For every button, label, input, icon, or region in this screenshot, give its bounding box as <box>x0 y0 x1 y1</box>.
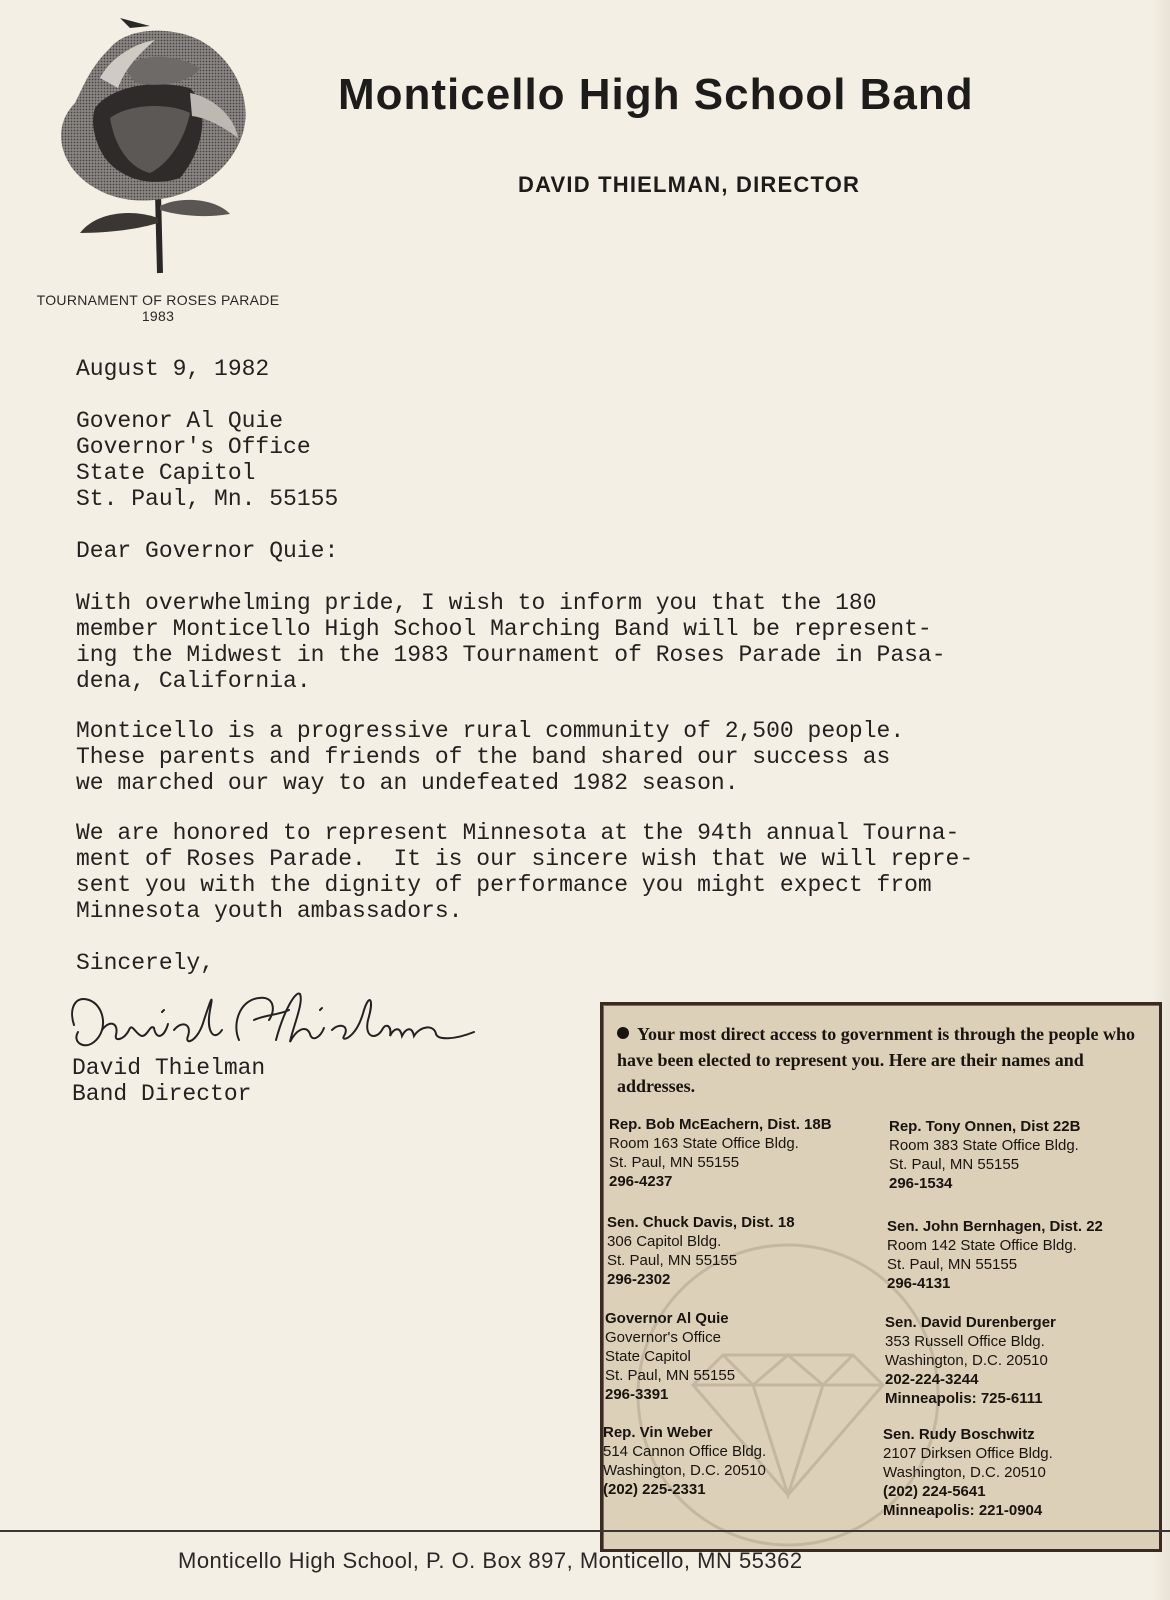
paragraph-1 <box>76 590 946 694</box>
footer-rule <box>0 1530 1170 1532</box>
rep-name: Rep. Tony Onnen, Dist 22B <box>889 1118 1081 1135</box>
letterhead-title: Monticello High School Band <box>338 70 974 119</box>
letterhead-director: DAVID THIELMAN, DIRECTOR <box>518 172 861 197</box>
rep-entry <box>603 1423 766 1499</box>
paragraph-line: These parents and friends of the band shared our success as <box>76 744 891 770</box>
salutation: Dear Governor Quie: <box>76 538 339 564</box>
paragraph-line: ing the Midwest in the 1983 Tournament of Roses Parade in Pasa- <box>76 642 946 668</box>
rep-address-line: 514 Cannon Office Bldg. <box>603 1443 767 1460</box>
paragraph-line: Minnesota youth ambassadors. <box>76 898 463 924</box>
rep-phone: 296-4131 <box>887 1275 951 1292</box>
rep-name: Sen. John Bernhagen, Dist. 22 <box>887 1218 1103 1235</box>
rep-phone: (202) 225-2331 <box>603 1481 706 1498</box>
rep-address-line: Room 142 State Office Bldg. <box>887 1237 1077 1254</box>
rep-entry <box>885 1313 1056 1408</box>
paragraph-line: dena, California. <box>76 668 311 694</box>
rep-entry <box>605 1309 735 1404</box>
address-line: St. Paul, Mn. 55155 <box>76 486 339 512</box>
signer-block <box>72 1055 265 1107</box>
rep-address-line: St. Paul, MN 55155 <box>889 1156 1020 1173</box>
paragraph-line: we marched our way to an undefeated 1982 season. <box>76 770 739 796</box>
rep-local-phone: Minneapolis: 725-6111 <box>885 1390 1043 1407</box>
rep-address-line: State Capitol <box>605 1348 691 1365</box>
rep-address-line: Washington, D.C. 20510 <box>603 1462 766 1479</box>
rose-caption-line1: TOURNAMENT OF ROSES PARADE <box>36 292 280 308</box>
rep-phone: 296-4237 <box>609 1173 673 1190</box>
closing: Sincerely, <box>76 950 215 976</box>
paragraph-line: We are honored to represent Minnesota at the 94th annual Tourna- <box>76 820 960 846</box>
signer-name: David Thielman <box>72 1055 266 1081</box>
rep-address-line: St. Paul, MN 55155 <box>609 1154 740 1171</box>
rep-address-line: Room 383 State Office Bldg. <box>889 1137 1079 1154</box>
rep-address-line: Room 163 State Office Bldg. <box>609 1135 799 1152</box>
clipping-intro <box>617 1021 1147 1099</box>
letter-date: August 9, 1982 <box>76 356 270 382</box>
paragraph-line: Monticello is a progressive rural community of 2,500 people. <box>76 718 905 744</box>
rep-phone: (202) 224-5641 <box>883 1483 986 1500</box>
paragraph-line: With overwhelming pride, I wish to inform you that the 180 <box>76 590 877 616</box>
rep-address-line: St. Paul, MN 55155 <box>887 1256 1018 1273</box>
clipping-intro-text: Your most direct access to government is through the people who have been elected to represent you. Here are their names and addresses. <box>617 1024 1135 1096</box>
rep-address-line: Washington, D.C. 20510 <box>883 1464 1046 1481</box>
rep-name: Sen. Chuck Davis, Dist. 18 <box>607 1214 795 1231</box>
paragraph-line: member Monticello High School Marching Band will be represent- <box>76 616 932 642</box>
footer-address: Monticello High School, P. O. Box 897, Monticello, MN 55362 <box>178 1548 803 1573</box>
newspaper-clipping <box>600 1002 1162 1552</box>
rep-entry <box>887 1217 1103 1293</box>
rep-entry <box>609 1115 832 1191</box>
rep-phone: 296-3391 <box>605 1386 669 1403</box>
rep-address-line: 353 Russell Office Bldg. <box>885 1333 1045 1350</box>
paragraph-line: sent you with the dignity of performance you might expect from <box>76 872 932 898</box>
rep-address-line: St. Paul, MN 55155 <box>605 1367 736 1384</box>
paragraph-3 <box>76 820 973 924</box>
rep-name: Rep. Bob McEachern, Dist. 18B <box>609 1116 832 1133</box>
bullet-icon <box>617 1027 629 1039</box>
rep-name: Rep. Vin Weber <box>603 1424 713 1441</box>
rep-entry <box>883 1425 1053 1520</box>
rep-local-phone: Minneapolis: 221-0904 <box>883 1502 1043 1519</box>
rep-phone: 296-2302 <box>607 1271 671 1288</box>
rep-address-line: St. Paul, MN 55155 <box>607 1252 738 1269</box>
address-line: Governor's Office <box>76 434 311 460</box>
rep-address-line: 2107 Dirksen Office Bldg. <box>883 1445 1053 1462</box>
rep-entry <box>607 1213 795 1289</box>
rose-caption <box>8 292 308 324</box>
rose-logo-icon <box>40 18 270 288</box>
rep-entry <box>889 1117 1080 1193</box>
address-line: State Capitol <box>76 460 256 486</box>
paragraph-2 <box>76 718 904 796</box>
rep-address-line: Governor's Office <box>605 1329 721 1346</box>
rep-phone: 296-1534 <box>889 1175 953 1192</box>
rep-address-line: Washington, D.C. 20510 <box>885 1352 1048 1369</box>
inside-address <box>76 408 338 512</box>
address-line: Govenor Al Quie <box>76 408 284 434</box>
rep-phone: 202-224-3244 <box>885 1371 979 1388</box>
signature <box>64 980 484 1060</box>
rep-name: Sen. Rudy Boschwitz <box>883 1426 1035 1443</box>
rep-name: Governor Al Quie <box>605 1310 729 1327</box>
rep-name: Sen. David Durenberger <box>885 1314 1056 1331</box>
rose-caption-line2: 1983 <box>141 308 175 324</box>
signer-title: Band Director <box>72 1081 252 1107</box>
rep-address-line: 306 Capitol Bldg. <box>607 1233 722 1250</box>
paragraph-line: ment of Roses Parade. It is our sincere wish that we will repre- <box>76 846 974 872</box>
